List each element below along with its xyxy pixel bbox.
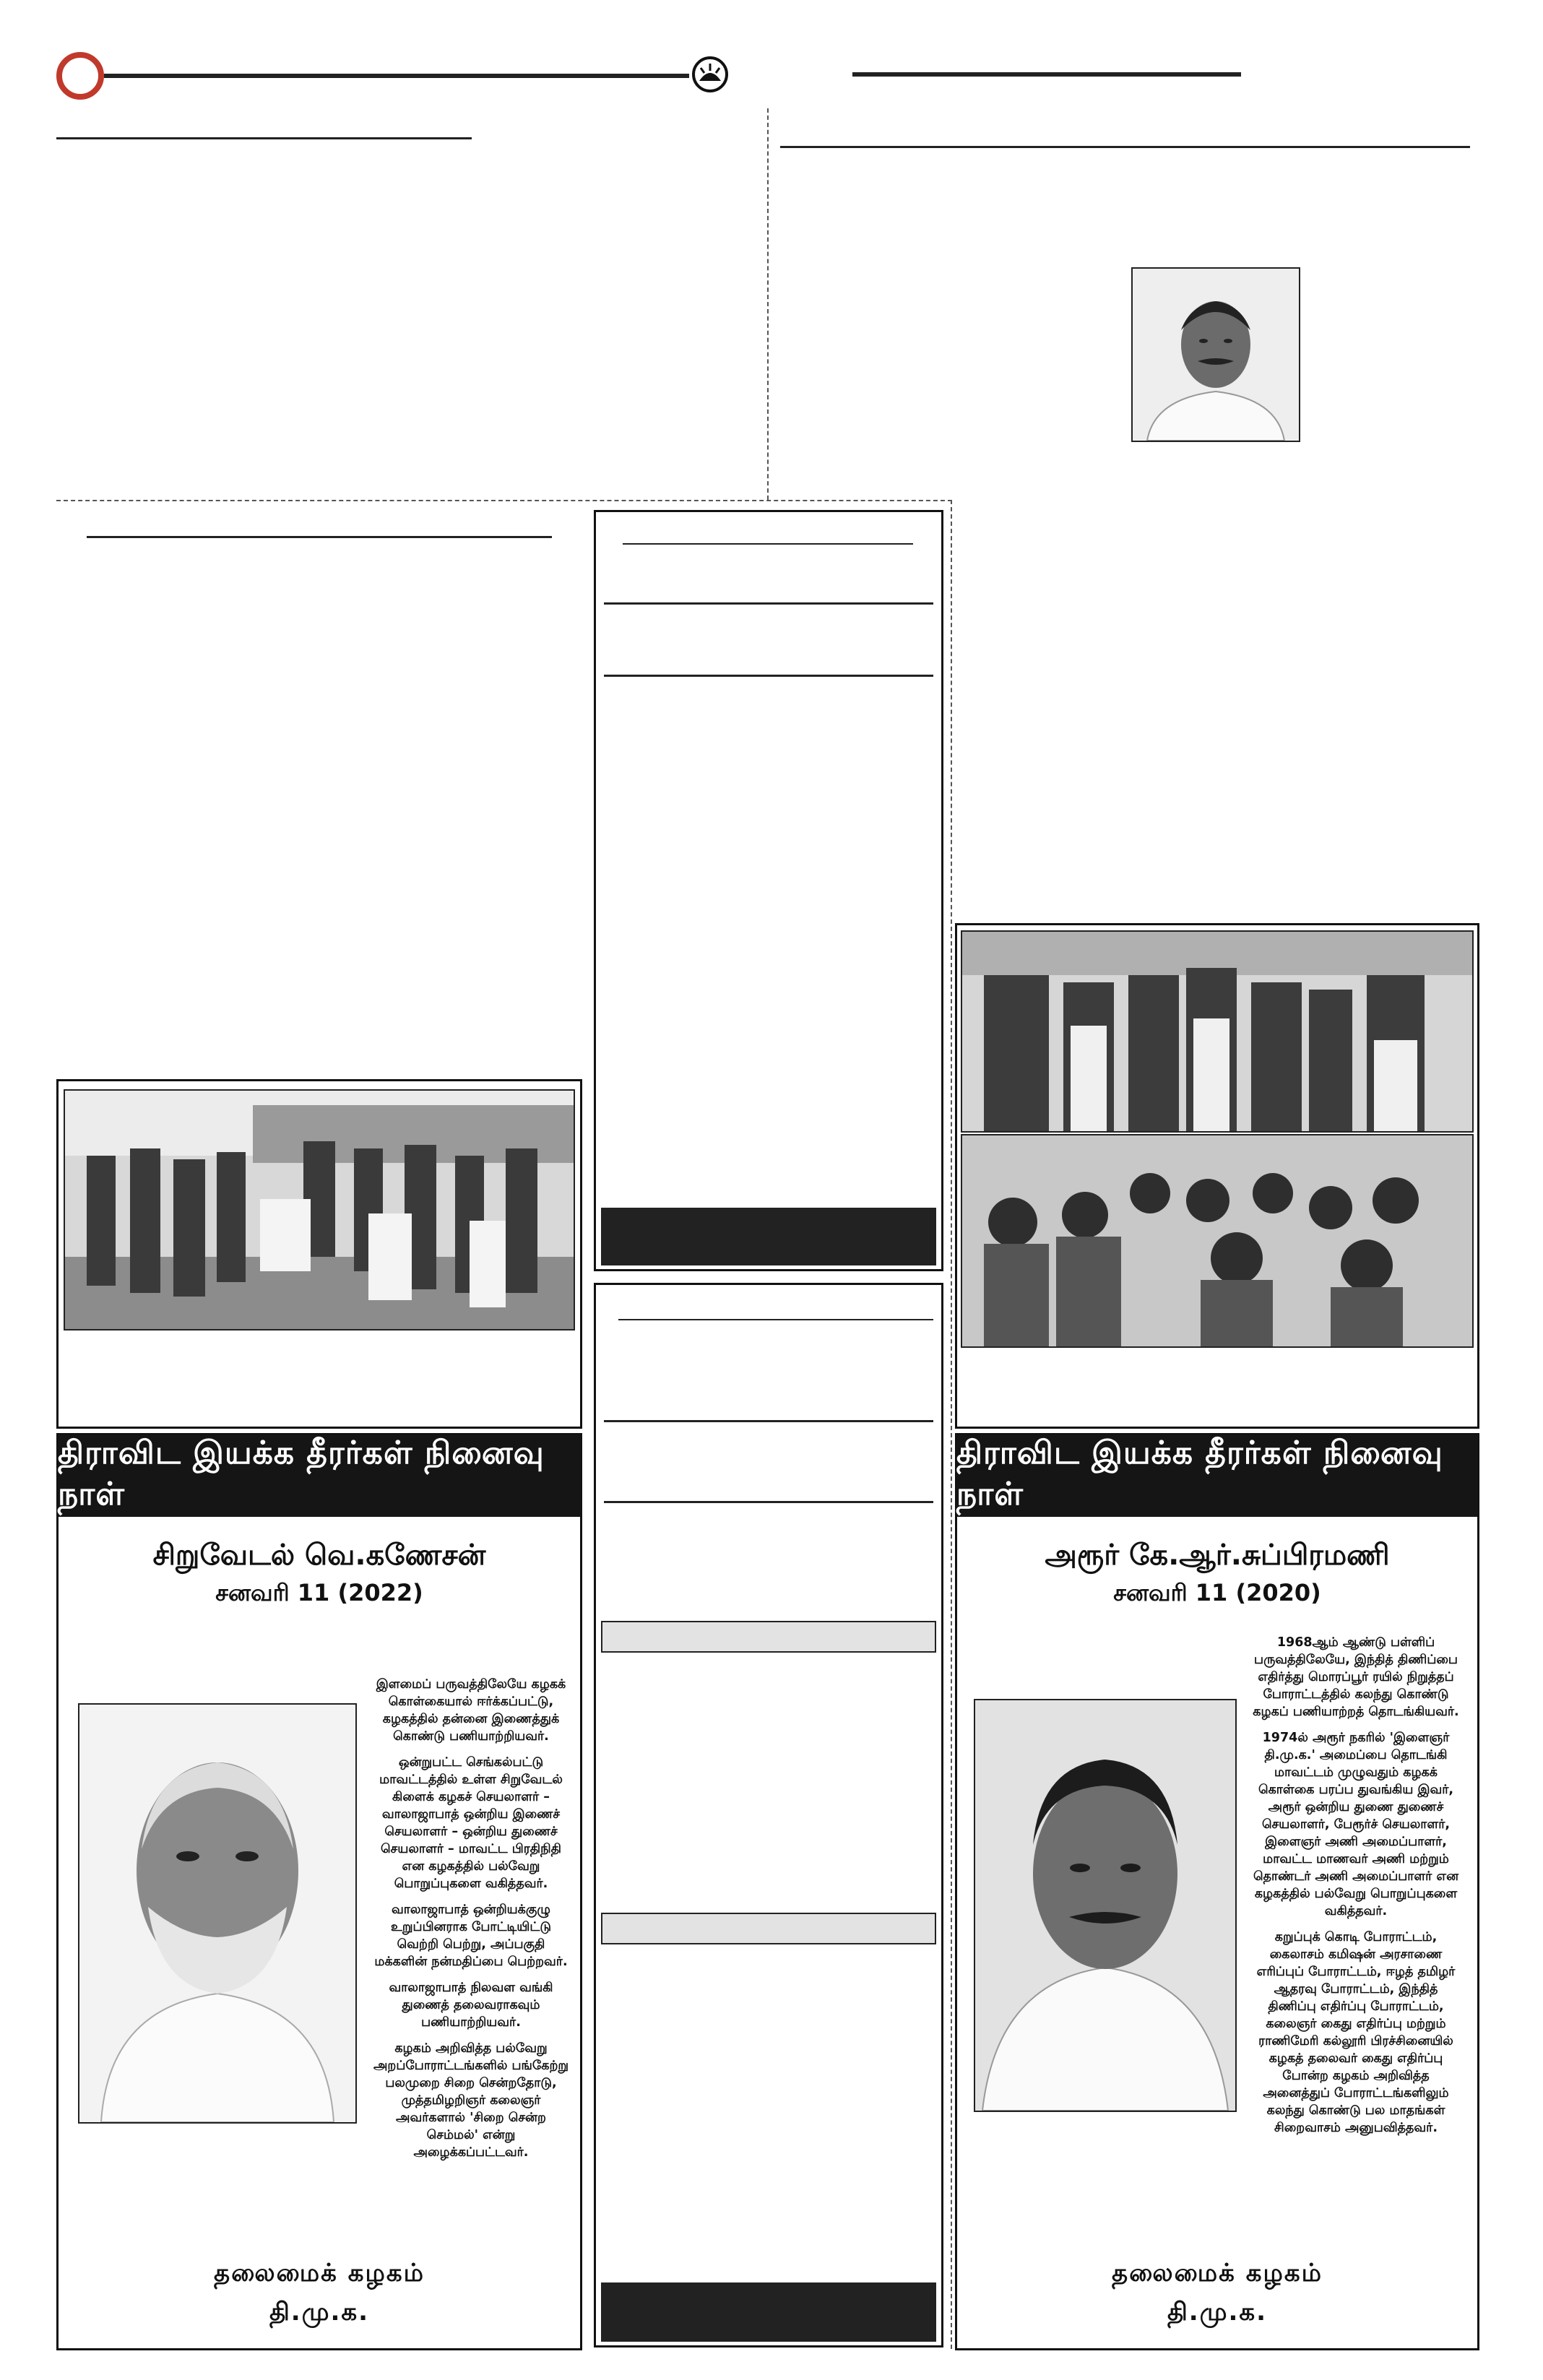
center-box-2-rule-3 <box>604 1501 933 1503</box>
bio-paragraph: கறுப்புக் கொடி போராட்டம், கைலாசம் கமிஷன் அரசாணை எரிப்புப் போராட்டம், ஈழத் தமிழர் ஆதரவு போராட்டம், இந்தித் திணிப்பு எதிர்ப்பு போராட்டம், கலைஞர் கைது எதிர்ப்பு மற்றும் ராணிமேரி கல்லூரி பிரச்சினையில் கழகத் தலைவர் கைது எதிர்ப்பு போன்ற கழகம் அறிவித்த அனைத்துப் போராட்டங்களிலும் கலந்து கொண்டு பல மாதங்கள் சிறைவாசம் அனுபவித்தவர். <box>1256 1930 1456 2135</box>
rising-sun-emblem-icon <box>692 56 728 92</box>
bio-paragraph: 1974ல் அரூர் நகரில் 'இளைஞர் தி.மு.க.' அமைப்பை தொடங்கி மாவட்டம் முழுவதும் கழகக் கொள்கை பரப்ப துவங்கிய இவர், அரூர் ஒன்றிய துணை துணைச் செயலாளர், பேரூர்ச் செயலாளர், இளைஞர் அணி அமைப்பாளர், மாவட்ட மாணவர் அணி மற்றும் தொண்டர் அணி அமைப்பாளர் என கழகத்தில் பல்வேறு பொறுப்புகளை வகித்தவர். <box>1253 1731 1459 1918</box>
column-divider-2 <box>951 500 952 2349</box>
center-box-1-footer-band <box>601 1208 936 1265</box>
memorial-footer-right <box>956 2254 1478 2332</box>
memorial-footer-left <box>58 2254 581 2332</box>
footer-org: தலைமைக் கழகம் <box>214 2259 425 2288</box>
center-box-1-rule-2 <box>604 602 933 605</box>
memorial-date-right: சனவரி 11 (2020) <box>1113 1579 1321 1606</box>
left-article-rule <box>56 137 472 139</box>
meeting-photo-top <box>961 930 1474 1133</box>
bio-paragraph: வாலாஜாபாத் ஒன்றியக்குழு உறுப்பினராக போட்டியிட்டு வெற்றி பெற்று, அப்பகுதி மக்களின் நன்மதிப்பை பெற்றவர். <box>374 1903 568 1969</box>
center-box-2-rule-2 <box>604 1420 933 1422</box>
bio-paragraph: இளமைப் பருவத்திலேயே கழகக் கொள்கையால் ஈர்க்கப்பட்டு, கழகத்தில் தன்னை இணைத்துக் கொண்டு பணியாற்றியவர். <box>376 1677 566 1744</box>
bio-paragraph: ஒன்றுபட்ட செங்கல்பட்டு மாவட்டத்தில் உள்ள சிறுவேடல் கிளைக் கழகச் செயலாளர் – வாலாஜாபாத் ஒன்றிய இணைச் செயலாளர் – ஒன்றிய துணைச் செயலாளர் – மாவட்ட பிரதிநிதி என கழகத்தில் பல்வேறு பொறுப்புகளை வகித்தவர். <box>379 1755 563 1891</box>
header-rule <box>104 74 689 78</box>
footer-party: தி.மு.க. <box>1167 2298 1268 2327</box>
memorial-portrait-left <box>78 1703 357 2124</box>
center-box-2-grey-bar-2 <box>601 1913 936 1944</box>
page-logo-ring-icon <box>56 52 104 100</box>
footer-org: தலைமைக் கழகம் <box>1112 2259 1323 2288</box>
memorial-bio-left <box>373 1676 569 2170</box>
center-box-2-footer-band <box>601 2282 936 2342</box>
right-article-rule <box>780 146 1470 148</box>
memorial-date-left: சனவரி 11 (2022) <box>215 1579 423 1606</box>
bio-paragraph: கழகம் அறிவித்த பல்வேறு அறப்போராட்டங்களில் பங்கேற்று பலமுறை சிறை சென்றதோடு, முத்தமிழறிஞர் கலைஞர் அவர்களால் 'சிறை சென்ற செம்மல்' என்று அழைக்கப்பட்டவர். <box>373 2041 569 2160</box>
meeting-photo-bottom <box>961 1134 1474 1348</box>
left-mid-rule <box>87 536 552 538</box>
bio-paragraph: வாலாஜாபாத் நிலவள வங்கி துணைத் தலைவராகவும் பணியாற்றியவர். <box>389 1981 553 2030</box>
center-box-2-rule-1 <box>618 1319 933 1320</box>
memorial-banner-left: திராவிட இயக்க தீரர்கள் நினைவு நாள் <box>58 1435 581 1517</box>
portrait-photo <box>1131 267 1300 442</box>
memorial-name-right: அரூர் கே.ஆர்.சுப்பிரமணி <box>1045 1539 1390 1572</box>
footer-party: தி.மு.க. <box>269 2298 370 2327</box>
column-divider <box>767 108 769 500</box>
center-box-1 <box>594 510 943 1271</box>
memorial-bio-right <box>1248 1634 1464 2145</box>
section-divider <box>56 500 952 501</box>
center-box-2-grey-bar-1 <box>601 1621 936 1653</box>
ceremony-photo <box>64 1089 575 1330</box>
center-box-1-rule-3 <box>604 675 933 677</box>
header-right-rule <box>852 72 1241 77</box>
center-box-2 <box>594 1283 943 2347</box>
memorial-name-left: சிறுவேடல் வெ.கணேசன் <box>152 1539 486 1572</box>
memorial-portrait-right <box>974 1699 1237 2112</box>
center-box-1-rule-1 <box>623 543 913 545</box>
bio-paragraph: 1968ஆம் ஆண்டு பள்ளிப் பருவத்திலேயே, இந்தித் திணிப்பை எதிர்த்து மொரப்பூர் ரயில் நிறுத்தப் போராட்டத்தில் கலந்து கொண்டு கழகப் பணியாற்றத் தொடங்கியவர். <box>1253 1635 1459 1719</box>
memorial-banner-right: திராவிட இயக்க தீரர்கள் நினைவு நாள் <box>956 1435 1478 1517</box>
